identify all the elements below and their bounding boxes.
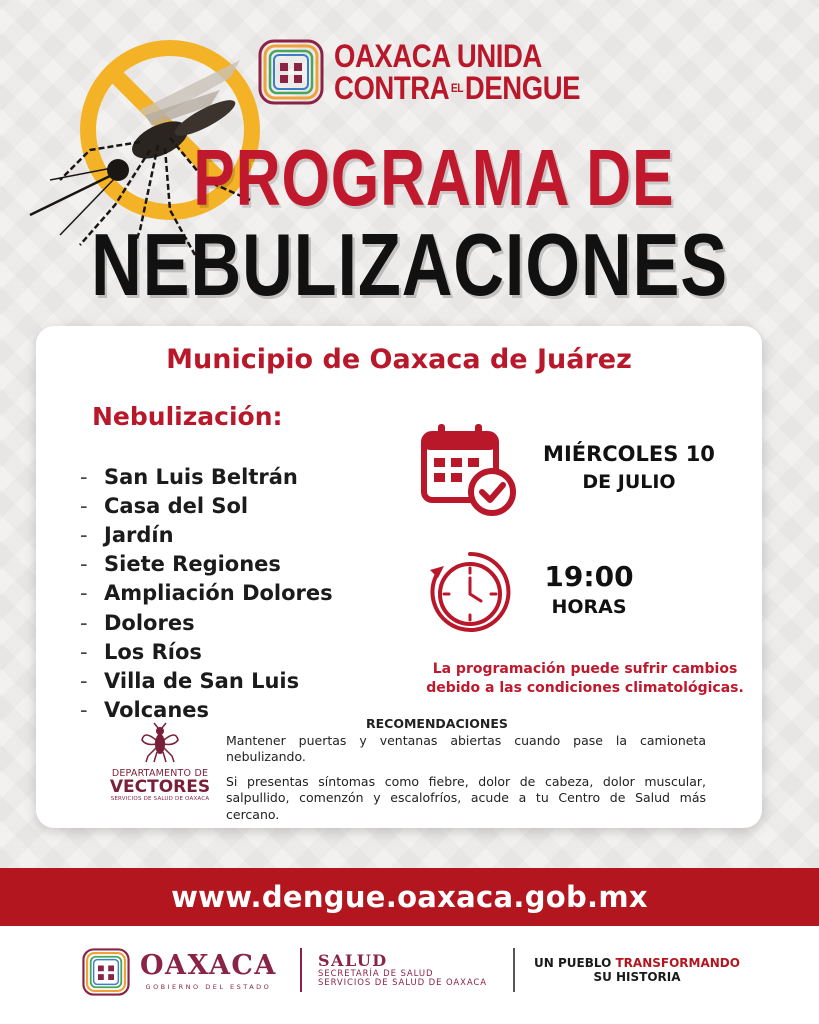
campaign-line-1: OAXACA UNIDA xyxy=(334,38,542,74)
vectores-logo xyxy=(106,722,214,802)
footer xyxy=(0,926,819,1024)
colonias-list xyxy=(80,462,333,725)
salud-title: SALUD xyxy=(318,951,388,970)
date-month: DE JULIO xyxy=(582,471,676,494)
list-item xyxy=(80,579,333,608)
colonia-name: Jardín xyxy=(104,522,174,547)
list-marker: - xyxy=(80,464,88,489)
list-item xyxy=(80,520,333,549)
salud-logo xyxy=(318,952,487,988)
info-card xyxy=(36,326,762,828)
colonia-name: San Luis Beltrán xyxy=(104,464,298,489)
colonia-name: Casa del Sol xyxy=(104,493,249,518)
footer-divider xyxy=(513,948,515,992)
municipio-title: Municipio de Oaxaca de Juárez xyxy=(166,344,632,375)
date-block xyxy=(514,440,744,496)
warning-line-2: debido a las condiciones climatológicas. xyxy=(426,679,744,696)
clock-icon xyxy=(424,546,516,638)
colonia-name: Ampliación Dolores xyxy=(104,581,333,606)
list-item xyxy=(80,608,333,637)
gobierno-oaxaca-logo xyxy=(140,952,277,991)
slogan xyxy=(532,956,742,985)
list-item xyxy=(80,550,333,579)
url-banner xyxy=(0,868,819,926)
colonia-name: Dolores xyxy=(104,610,195,635)
weather-warning xyxy=(420,660,750,698)
time-value: 19:00 xyxy=(544,560,634,593)
time-block xyxy=(514,560,664,620)
warning-line-1: La programación puede sufrir cambios xyxy=(432,661,738,677)
list-marker: - xyxy=(80,639,88,664)
header xyxy=(0,0,819,320)
vectores-line-3: SERVICIOS DE SALUD DE OAXACA xyxy=(110,796,210,802)
date-day: MIÉRCOLES 10 xyxy=(543,442,715,466)
vectores-line-2: VECTORES xyxy=(109,777,211,797)
nebulizacion-label: Nebulización: xyxy=(92,402,283,431)
campaign-logo xyxy=(258,36,620,108)
mosquito-icon xyxy=(138,722,182,764)
list-marker: - xyxy=(80,610,88,635)
colonia-name: Los Ríos xyxy=(104,639,202,664)
slogan-part-b: TRANSFORMANDO xyxy=(615,956,740,970)
website-link[interactable]: www.dengue.oaxaca.gob.mx xyxy=(171,880,648,914)
list-item xyxy=(80,462,333,491)
campaign-line-2 xyxy=(334,72,580,104)
campaign-word-el: EL xyxy=(450,81,464,95)
list-item xyxy=(80,666,333,695)
oaxaca-title: OAXACA xyxy=(140,950,277,981)
list-marker: - xyxy=(80,522,88,547)
time-unit: HORAS xyxy=(551,595,627,618)
salud-line-1: SECRETARÍA DE SALUD xyxy=(318,968,434,979)
recomendacion-1: Mantener puertas y ventanas abiertas cuando pase la camioneta nebulizando. xyxy=(226,733,706,765)
oaxaca-subtitle: GOBIERNO DEL ESTADO xyxy=(145,983,272,991)
calendar-check-icon xyxy=(418,422,518,518)
title-programa: PROGRAMA DE xyxy=(193,133,675,222)
colonia-name: Siete Regiones xyxy=(104,552,281,577)
list-marker: - xyxy=(80,581,88,606)
slogan-line-1 xyxy=(532,956,742,970)
colonia-name: Villa de San Luis xyxy=(104,668,300,693)
title-nebulizaciones: NEBULIZACIONES xyxy=(90,215,728,314)
list-marker: - xyxy=(80,552,88,577)
slogan-line-2: SU HISTORIA xyxy=(593,970,681,985)
salud-line-2: SERVICIOS DE SALUD DE OAXACA xyxy=(318,977,487,988)
campaign-word-contra: CONTRA xyxy=(334,70,450,106)
recomendaciones-title: RECOMENDACIONES xyxy=(366,716,508,731)
campaign-word-dengue: DENGUE xyxy=(464,70,581,106)
list-marker: - xyxy=(80,698,88,723)
recomendacion-2: Si presentas síntomas como fiebre, dolor de cabeza, dolor muscular, salpullido, comenzón y escalofríos, acude a tu Centro de Salud más cercano. xyxy=(226,774,706,822)
list-item xyxy=(80,696,333,725)
oaxaca-glyph-logo xyxy=(258,39,324,105)
list-item xyxy=(80,491,333,520)
vectores-line-1: DEPARTAMENTO DE xyxy=(111,768,209,779)
colonia-name: Volcanes xyxy=(104,698,210,723)
list-marker: - xyxy=(80,493,88,518)
list-item xyxy=(80,637,333,666)
slogan-part-a: UN PUEBLO xyxy=(534,956,616,970)
list-marker: - xyxy=(80,668,88,693)
footer-divider xyxy=(300,948,302,992)
oaxaca-glyph-logo xyxy=(82,948,130,996)
